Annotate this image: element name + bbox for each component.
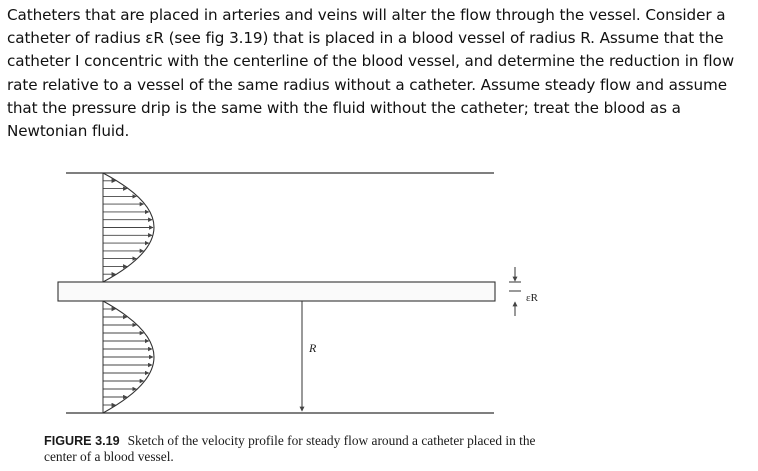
vessel-radius-label: R <box>309 341 317 355</box>
caption-label: FIGURE 3.19 <box>44 434 120 448</box>
catheter-radius-label: εR <box>526 292 538 304</box>
upper-profile-arrows <box>103 181 153 274</box>
figure-caption <box>44 433 564 465</box>
lower-profile-arrows <box>103 309 153 405</box>
problem-statement: Catheters that are placed in arteries and veins will alter the flow through the vessel. Consider a catheter of radius εR (see fig 3.19) that is placed in a blood vessel of radius R. Assume that the catheter I concentric with the centerline of the blood vessel, and determine the reduction in flow rate relative to a vessel of the same radius without a catheter. Assume steady flow and assume that the pressure drip is the same with the fluid without the catheter; treat the blood as a Newtonian fluid. <box>7 6 735 141</box>
catheter <box>58 282 495 301</box>
caption-text: Sketch of the velocity profile for steady flow around a catheter placed in the center of a blood vessel. <box>44 433 536 464</box>
